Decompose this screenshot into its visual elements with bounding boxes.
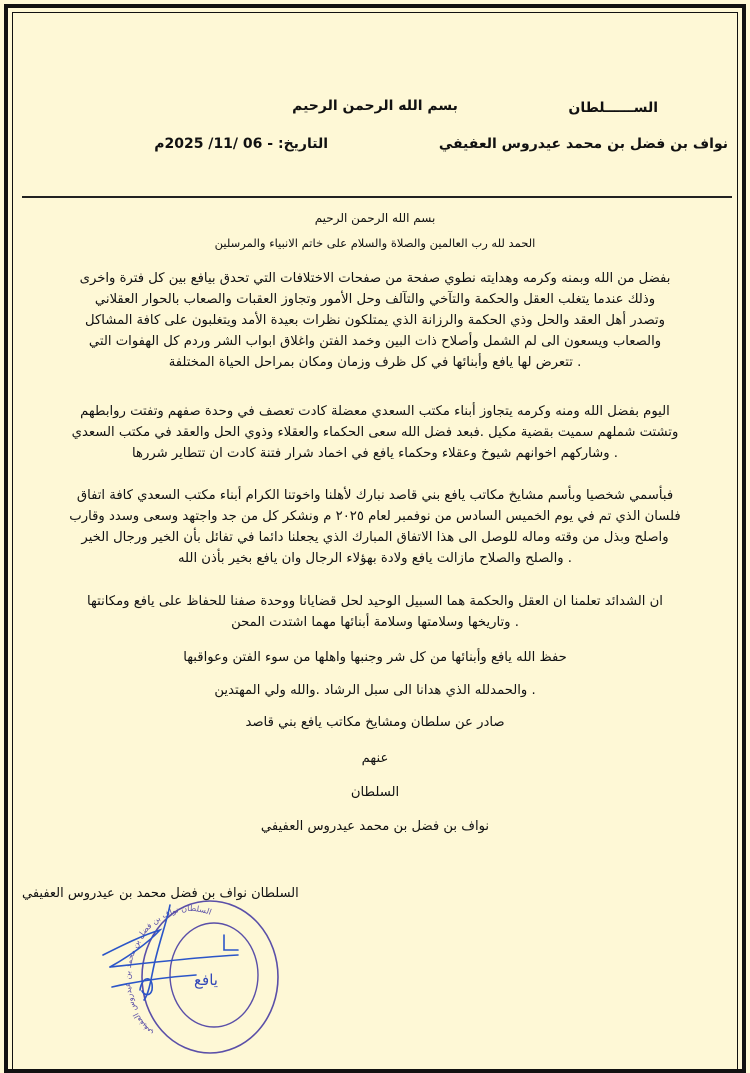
paragraph-line: وتشتت شملهم سميت بقضية مكيل .فبعد فضل الله سعى الحكماء والعقلاء وذوي الحل والعقد في مكتب السعدي	[71, 425, 679, 440]
sign-title: السلطان	[350, 785, 400, 800]
stamp-center-text: يافع	[194, 971, 218, 989]
paragraph-line: بفضل من الله وبمنه وكرمه وهدايته نطوي صفحة من صفحات الاختلافات التي تحدق بيافع بين كل فترة واخرى	[79, 271, 671, 286]
body-basmala: بسم الله الرحمن الرحيم	[314, 211, 436, 225]
closing-hamd: . والحمدلله الذي هدانا الى سبل الرشاد .والله ولي المهتدين	[214, 683, 536, 698]
body-hamd: الحمد لله رب العالمين والصلاة والسلام على خاتم الانبياء والمرسلين	[214, 236, 536, 250]
on-behalf: عنهم	[361, 751, 389, 766]
paragraph-2	[30, 401, 720, 464]
stamp-ring-text: السلطان نواف بن فضل بن محمد بن عيدروس العفيفي	[122, 903, 213, 1038]
sign-name: نواف بن فضل بن محمد عيدروس العفيفي	[260, 819, 490, 834]
paragraph-line: ان الشدائد تعلمنا ان العقل والحكمة هما السبيل الوحيد لحل قضايانا ووحدة صفنا للحفاظ على يافع ومكانتها	[87, 594, 663, 609]
paragraph-4	[30, 591, 720, 633]
paragraph-line: اليوم بفضل الله ومنه وكرمه يتجاوز أبناء مكتب السعدي معضلة كادت تعصف في وحدة صفهم وتفتت روابطهم	[80, 404, 670, 419]
header-date: التاريخ: - 06 /11/ 2025م	[154, 136, 328, 152]
paragraph-3	[30, 485, 720, 569]
paragraph-line: واصلح وبذل من وقته وماله للوصل الى هذا الاتفاق المبارك الذي يجعلنا دائما في تفائل بأن الخير ورجال الخير	[81, 530, 669, 545]
paragraph-line: وتصدر أهل العقد والحل وذي الحكمة والرزانة الذي يمتلكون نظرات بعيدة الأمد ويتغلبون على كافة المشاكل	[85, 313, 665, 328]
paragraph-line: . وشاركهم اخوانهم شيوخ وعقلاء وحكماء يافع في اخماد شرار فتنة كادت ان تتطاير شررها	[132, 446, 618, 461]
paragraph-line: فلسان الذي تم في يوم الخميس السادس من نوفمبر لعام ٢٠٢٥ م ونشكر كل من جد واجتهد وسعى وسدد وقارب	[69, 509, 681, 524]
header-title: الســــــلطان	[568, 100, 658, 116]
official-stamp	[98, 895, 283, 1055]
paragraph-line: وذلك عندما يتغلب العقل والحكمة والتآخي والتآلف وحل الأمور وتجاوز العقبات والصعاب بالحوار العقلاني	[94, 292, 656, 307]
paragraph-line: والصعاب ويسعون الى لم الشمل وأصلاح ذات البين وخمد الفتن واغلاق ابواب الشر وردم كل الهفوات التي	[88, 334, 662, 349]
closing-prayer: حفظ الله يافع وأبنائها من كل شر وجنبها واهلها من سوء الفتن وعواقبها	[183, 650, 567, 665]
paragraph-line: فبأسمي شخصيا وبأسم مشايخ مكاتب يافع بني قاصد نبارك لأهلنا واخوتنا الكرام أبناء مكتب السعدي كافة اتفاق	[76, 488, 674, 503]
paragraph-line: . وتاريخها وسلامتها وسلامة أبنائها مهما اشتدت المحن	[231, 615, 519, 630]
paragraph-line: . والصلح والصلاح مازالت يافع ولادة بهؤلاء الرجال وان يافع بخير بأذن الله	[177, 551, 572, 566]
header-basmala: بسم الله الرحمن الرحيم	[292, 98, 458, 114]
paragraph-1	[30, 268, 720, 373]
issued-by: صادر عن سلطان ومشايخ مكاتب يافع بني قاصد	[245, 715, 505, 730]
paragraph-line: . تتعرض لها يافع وأبنائها في كل ظرف وزمان ومكان بمراحل الحياة المختلفة	[168, 355, 582, 370]
signature-label: السلطان نواف بن فضل محمد بن عيدروس العفيفي	[22, 886, 299, 901]
header-issuer-name: نواف بن فضل بن محمد عيدروس العفيفي	[438, 136, 728, 152]
header-divider	[22, 196, 732, 198]
